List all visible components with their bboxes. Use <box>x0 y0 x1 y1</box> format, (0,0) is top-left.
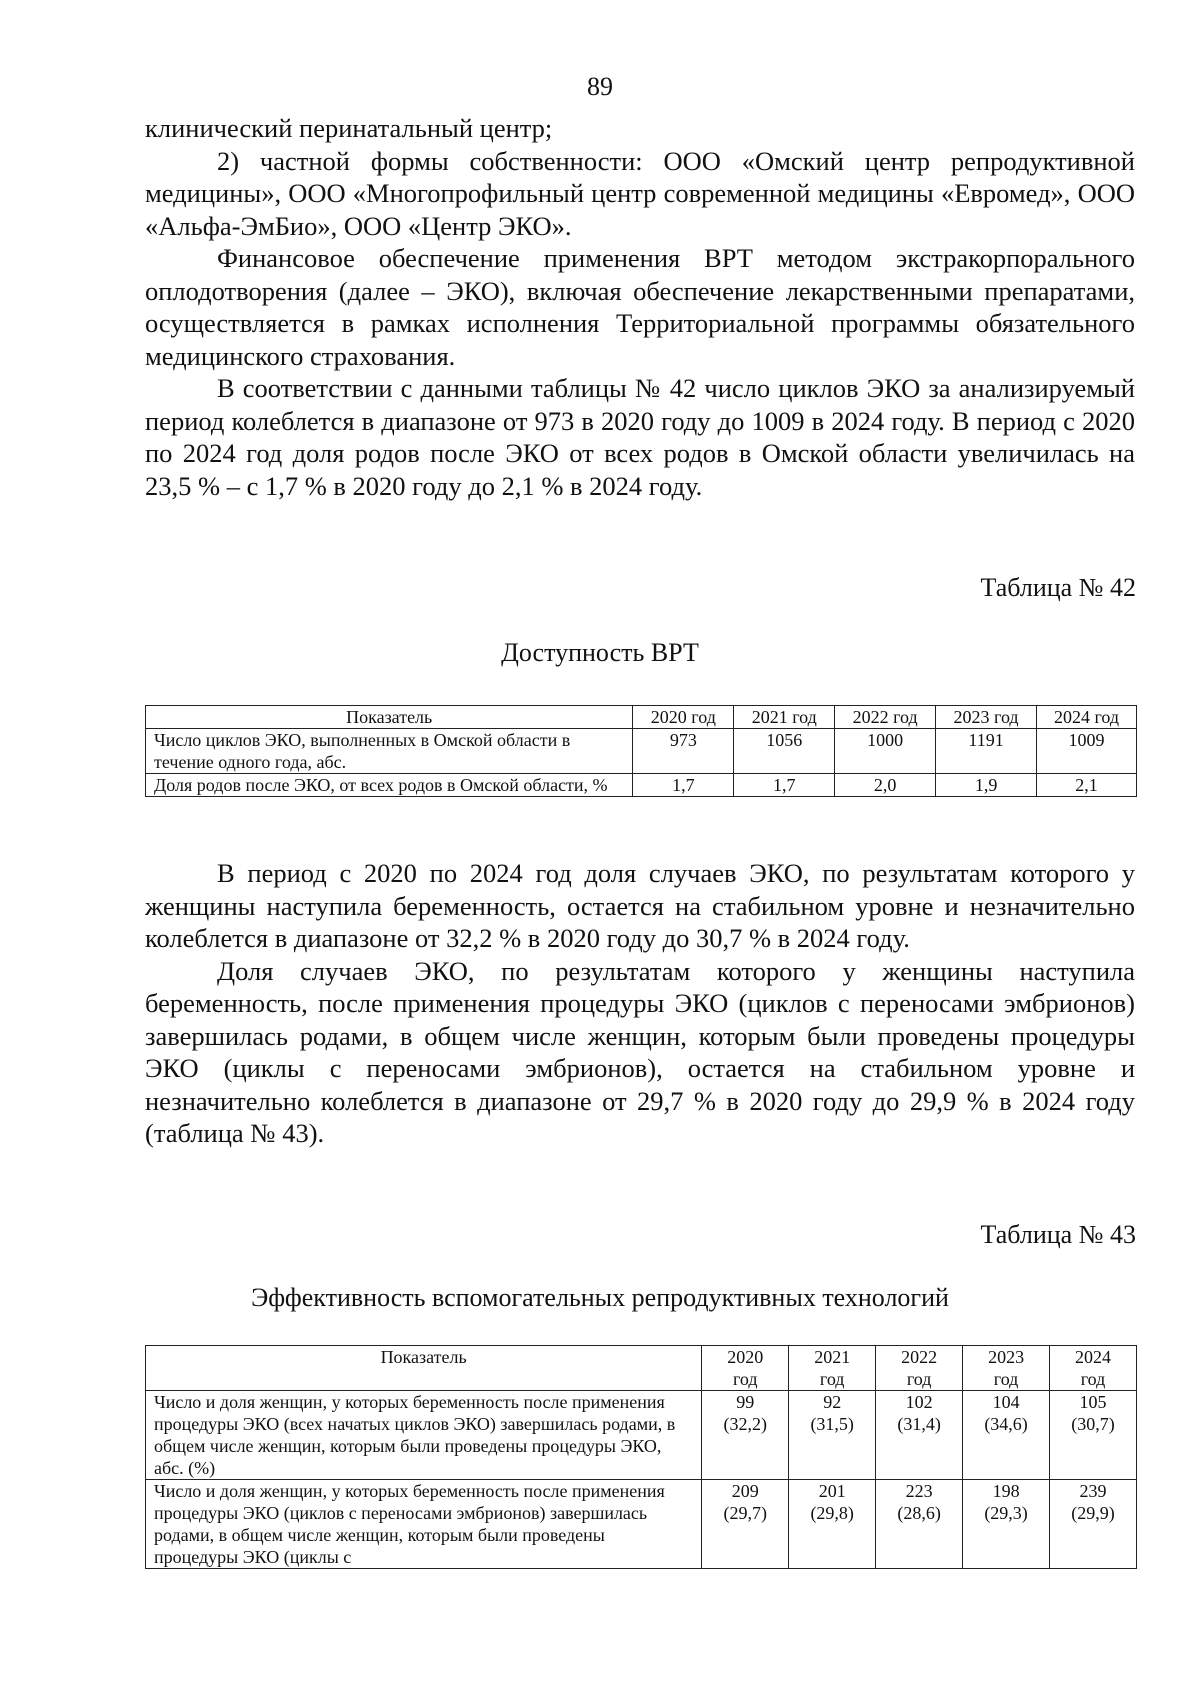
cell: 198 (29,3) <box>963 1480 1050 1569</box>
column-header: 2020 год <box>633 706 734 729</box>
cell: 2,1 <box>1037 774 1137 797</box>
table-header-row <box>146 1346 1137 1391</box>
row-label: Доля родов после ЭКО, от всех родов в Омской области, % <box>146 774 633 797</box>
cell: 209 (29,7) <box>702 1480 789 1569</box>
table-header-row <box>146 706 1137 729</box>
paragraph: клинический перинатальный центр; <box>145 113 553 143</box>
cell: 1,7 <box>633 774 734 797</box>
column-header: 2022 год <box>876 1346 963 1391</box>
column-header: Показатель <box>146 706 633 729</box>
column-header: Показатель <box>146 1346 702 1391</box>
cell: 1000 <box>835 729 936 774</box>
paragraph: Доля случаев ЭКО, по результатам которого у женщины наступила беременность, после применения процедуры ЭКО (циклов с переносами эмбрионов) завершилась родами, в общем числе женщин, которым были проведены процедуры ЭКО (циклы с переносами эмбрионов), остается на стабильном уровне и незначительно колеблется в диапазоне от 29,7 % в 2020 году до 29,9 % в 2024 году (таблица № 43). <box>145 955 1135 1148</box>
cell: 1,7 <box>734 774 835 797</box>
table-43 <box>145 1345 1137 1569</box>
row-label: Число и доля женщин, у которых беременность после применения процедуры ЭКО (всех начатых циклов ЭКО) завершилась родами, в общем числе женщин, которым были проведены процедуры ЭКО, абс. (%) <box>146 1391 702 1480</box>
column-header: 2024 год <box>1050 1346 1137 1391</box>
table-42-caption: Таблица № 42 <box>980 573 1136 602</box>
body-text-top <box>145 112 1135 502</box>
column-header: 2022 год <box>835 706 936 729</box>
paragraph: Финансовое обеспечение применения ВРТ методом экстракорпорального оплодотворения (далее – ЭКО), включая обеспечение лекарственными препаратами, осуществляется в рамках исполнения Территориальной программы обязательного медицинского страхования. <box>145 243 1135 371</box>
page-number: 89 <box>587 72 613 101</box>
cell: 1009 <box>1037 729 1137 774</box>
row-label: Число циклов ЭКО, выполненных в Омской области в течение одного года, абс. <box>146 729 633 774</box>
table-43-title: Эффективность вспомогательных репродуктивных технологий <box>251 1283 949 1312</box>
paragraph: 2) частной формы собственности: ООО «Омский центр репродуктивной медицины», ООО «Многопрофильный центр современной медицины «Евромед», ООО «Альфа-ЭмБио», ООО «Центр ЭКО». <box>145 145 1135 241</box>
paragraph: В период с 2020 по 2024 год доля случаев ЭКО, по результатам которого у женщины наступила беременность, остается на стабильном уровне и незначительно колеблется в диапазоне от 32,2 % в 2020 году до 30,7 % в 2024 году. <box>145 858 1135 953</box>
body-text-middle <box>145 857 1135 1150</box>
column-header: 2023 год <box>963 1346 1050 1391</box>
table-row <box>146 1480 1137 1569</box>
cell: 973 <box>633 729 734 774</box>
paragraph: В соответствии с данными таблицы № 42 число циклов ЭКО за анализируемый период колеблется в диапазоне от 973 в 2020 году до 1009 в 2024 году. В период с 2020 по 2024 год доля родов после ЭКО от всех родов в Омской области увеличилась на 23,5 % – с 1,7 % в 2020 году до 2,1 % в 2024 году. <box>145 373 1135 501</box>
table-row <box>146 1391 1137 1480</box>
row-label: Число и доля женщин, у которых беременность после применения процедуры ЭКО (циклов с переносами эмбрионов) завершилась родами, в общем числе женщин, которым были проведены процедуры ЭКО (циклы с <box>146 1480 702 1569</box>
cell: 99 (32,2) <box>702 1391 789 1480</box>
cell: 201 (29,8) <box>789 1480 876 1569</box>
column-header: 2023 год <box>936 706 1037 729</box>
column-header: 2021 год <box>734 706 835 729</box>
table-42 <box>145 705 1137 797</box>
cell: 1191 <box>936 729 1037 774</box>
cell: 1056 <box>734 729 835 774</box>
cell: 1,9 <box>936 774 1037 797</box>
column-header: 2024 год <box>1037 706 1137 729</box>
cell: 105 (30,7) <box>1050 1391 1137 1480</box>
table-43-caption: Таблица № 43 <box>980 1220 1136 1249</box>
cell: 239 (29,9) <box>1050 1480 1137 1569</box>
table-42-title: Доступность ВРТ <box>501 638 699 667</box>
cell: 223 (28,6) <box>876 1480 963 1569</box>
cell: 2,0 <box>835 774 936 797</box>
table-row <box>146 729 1137 774</box>
cell: 92 (31,5) <box>789 1391 876 1480</box>
column-header: 2021 год <box>789 1346 876 1391</box>
column-header: 2020 год <box>702 1346 789 1391</box>
cell: 104 (34,6) <box>963 1391 1050 1480</box>
table-row <box>146 774 1137 797</box>
cell: 102 (31,4) <box>876 1391 963 1480</box>
